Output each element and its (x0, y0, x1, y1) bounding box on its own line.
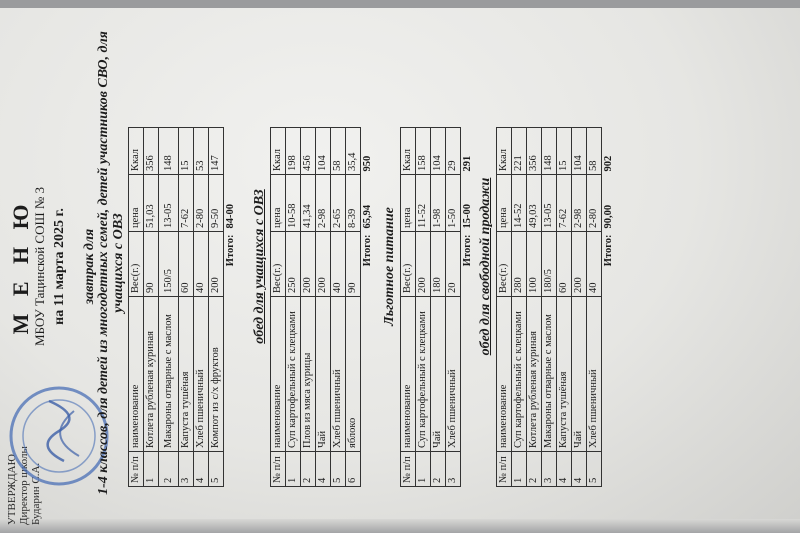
table-cell: 20 (446, 232, 461, 297)
table-cell: 90 (144, 232, 159, 297)
table-cell: Хлеб пшеничный (331, 297, 346, 452)
table-cell: Суп картофельный с клецками (416, 297, 431, 452)
table-cell: 456 (301, 128, 316, 175)
table-cell: 7-62 (557, 175, 572, 232)
column-header: цена (129, 175, 144, 232)
table-row (587, 128, 602, 487)
table-cell: 147 (209, 128, 224, 175)
table-cell: 100 (527, 232, 542, 297)
table-cell: 60 (179, 232, 194, 297)
total-value: 65,94 (362, 204, 373, 229)
table-row (301, 128, 316, 487)
table-cell: 104 (431, 128, 446, 175)
table-cell: 104 (572, 128, 587, 175)
table-row (512, 128, 527, 487)
total-label: Итого: (462, 234, 473, 267)
table-cell: 2-80 (587, 175, 602, 232)
total-kcal: 291 (462, 155, 473, 172)
table-cell: 1 (144, 452, 159, 487)
column-header: Вес(г.) (497, 232, 512, 297)
column-header: Ккал (497, 128, 512, 175)
column-header: Ккал (129, 128, 144, 175)
table-row (194, 128, 209, 487)
table-row (286, 128, 301, 487)
table-cell: 15 (179, 128, 194, 175)
table-cell: 104 (316, 128, 331, 175)
table-cell: 148 (542, 128, 557, 175)
column-header: наименование (129, 297, 144, 452)
table-cell: 1 (286, 452, 301, 487)
total-spacer (224, 297, 239, 487)
column-header: № п/п (497, 452, 512, 487)
table-cell: 2-98 (572, 175, 587, 232)
table-cell: 2 (527, 452, 542, 487)
table-row (431, 128, 446, 487)
total-row (461, 128, 476, 487)
total-spacer (361, 297, 376, 487)
table-row (331, 128, 346, 487)
table-cell: 10-58 (286, 175, 301, 232)
table-row (179, 128, 194, 487)
table-cell: Капуста тушёная (557, 297, 572, 452)
total-kcal: 902 (603, 155, 614, 172)
approval-line-1: УТВЕРЖДАЮ (6, 454, 18, 525)
table-cell: Плов из мяса курицы (301, 297, 316, 452)
table-cell: 8-39 (346, 175, 361, 232)
page-title: М Е Н Ю (8, 198, 33, 335)
column-header: Вес(г.) (401, 232, 416, 297)
table-header-row (271, 128, 286, 487)
total-label: Итого: (225, 234, 236, 267)
table-cell: 9-50 (209, 175, 224, 232)
table-cell: 1 (512, 452, 527, 487)
lunch-ovz-table (270, 127, 375, 487)
table-row (557, 128, 572, 487)
table-cell: 2 (301, 452, 316, 487)
table-cell: 51,03 (144, 175, 159, 232)
approval-line-3: Бударин С.А. (30, 462, 42, 525)
discount-heading: Льготное питание (382, 207, 397, 326)
table-cell: 356 (527, 128, 542, 175)
table-cell: Чай (572, 297, 587, 452)
free-sale-table (496, 127, 616, 487)
table-cell: Чай (316, 297, 331, 452)
table-cell: 29 (446, 128, 461, 175)
table-cell: Хлеб пшеничный (587, 297, 602, 452)
approval-line-2: Директор школы (18, 446, 30, 525)
table-cell: 58 (587, 128, 602, 175)
table-cell: 60 (557, 232, 572, 297)
table-row (144, 128, 159, 487)
table-cell: 11-52 (416, 175, 431, 232)
table-cell: Макароны отварные с маслом (542, 297, 557, 452)
table-cell: 1 (416, 452, 431, 487)
total-value: 84-00 (225, 204, 236, 229)
column-header: наименование (401, 297, 416, 452)
discount-table (400, 127, 475, 487)
table-cell: 200 (316, 232, 331, 297)
table-row (159, 128, 179, 487)
table-cell: 7-62 (179, 175, 194, 232)
table-cell: 356 (144, 128, 159, 175)
table-cell: 200 (209, 232, 224, 297)
column-header: наименование (497, 297, 512, 452)
table-cell: 40 (587, 232, 602, 297)
table-cell: Хлеб пшеничный (194, 297, 209, 452)
table-cell: 90 (346, 232, 361, 297)
free-sale-heading: обед для свободной продажи (478, 177, 493, 356)
total-value: 90,00 (603, 204, 614, 229)
total-kcal (224, 128, 239, 175)
column-header: Вес(г.) (271, 232, 286, 297)
total-value: 15-00 (462, 204, 473, 229)
school-name: МБОУ Тацинской СОШ № 3 (32, 187, 47, 347)
table-cell: 180/5 (542, 232, 557, 297)
column-header: цена (497, 175, 512, 232)
table-cell: 3 (446, 452, 461, 487)
menu-date: на 11 марта 2025 г. (52, 208, 67, 325)
table-cell: 6 (346, 452, 361, 487)
table-row (446, 128, 461, 487)
table-header-row (401, 128, 416, 487)
table-row (209, 128, 224, 487)
table-cell: 3 (179, 452, 194, 487)
table-row (416, 128, 431, 487)
total-row (602, 128, 617, 487)
table-cell: 53 (194, 128, 209, 175)
table-cell: 35,4 (346, 128, 361, 175)
table-cell: 58 (331, 128, 346, 175)
total-kcal: 950 (362, 155, 373, 172)
table-cell: 2-65 (331, 175, 346, 232)
table-cell: 180 (431, 232, 446, 297)
table-cell: Котлета рубленая куриная (527, 297, 542, 452)
table-cell: 2-98 (316, 175, 331, 232)
table-cell: 41,34 (301, 175, 316, 232)
table-cell: 14-52 (512, 175, 527, 232)
table-cell: 200 (572, 232, 587, 297)
column-header: № п/п (401, 452, 416, 487)
table-cell: 40 (194, 232, 209, 297)
table-cell: 2-80 (194, 175, 209, 232)
column-header: Ккал (271, 128, 286, 175)
table-cell: 200 (416, 232, 431, 297)
table-cell: 2 (431, 452, 446, 487)
table-cell: 13-05 (542, 175, 557, 232)
table-row (316, 128, 331, 487)
table-cell: Хлеб пшеничный (446, 297, 461, 452)
table-cell: Чай (431, 297, 446, 452)
column-header: наименование (271, 297, 286, 452)
table-cell: 148 (159, 128, 179, 175)
table-cell: Макароны отварные с маслом (159, 297, 179, 452)
table-cell: 280 (512, 232, 527, 297)
table-cell: 49,03 (527, 175, 542, 232)
table-cell: 2 (159, 452, 179, 487)
table-cell: 40 (331, 232, 346, 297)
table-cell: Суп картофельный с клецками (512, 297, 527, 452)
table-row (527, 128, 542, 487)
table-row (542, 128, 557, 487)
column-header: цена (271, 175, 286, 232)
total-label: Итого: (362, 234, 373, 267)
table-cell: 150/5 (159, 232, 179, 297)
table-cell: 15 (557, 128, 572, 175)
column-header: Ккал (401, 128, 416, 175)
table-cell: Суп картофельный с клецками (286, 297, 301, 452)
table-cell: 13-05 (159, 175, 179, 232)
total-label: Итого: (603, 234, 614, 267)
table-header-row (129, 128, 144, 487)
table-cell: 1-50 (446, 175, 461, 232)
table-cell: 200 (301, 232, 316, 297)
breakfast-table (128, 127, 238, 487)
table-cell: 158 (416, 128, 431, 175)
breakfast-heading: завтрак для (82, 228, 97, 305)
table-row (572, 128, 587, 487)
table-cell: 5 (209, 452, 224, 487)
column-header: Вес(г.) (129, 232, 144, 297)
table-cell: 250 (286, 232, 301, 297)
table-cell: 4 (194, 452, 209, 487)
table-cell: 4 (572, 452, 587, 487)
table-cell: 4 (557, 452, 572, 487)
column-header: № п/п (271, 452, 286, 487)
column-header: № п/п (129, 452, 144, 487)
table-cell: 5 (587, 452, 602, 487)
table-cell: 198 (286, 128, 301, 175)
table-cell: 3 (542, 452, 557, 487)
table-cell: яблоко (346, 297, 361, 452)
table-cell: Котлета рубленая куриная (144, 297, 159, 452)
total-spacer (602, 297, 617, 487)
lunch-ovz-heading: обед для учащихся с ОВЗ (252, 189, 267, 344)
table-cell: Капуста тушёная (179, 297, 194, 452)
total-row (361, 128, 376, 487)
table-header-row (497, 128, 512, 487)
table-cell: 221 (512, 128, 527, 175)
table-cell: 5 (331, 452, 346, 487)
table-cell: 1-98 (431, 175, 446, 232)
table-cell: Компот из с/х фруктов (209, 297, 224, 452)
table-cell: 4 (316, 452, 331, 487)
breakfast-subheading: 1-4 классов, для детей из многодетных семей, детей участников СВО, для учащихся с ОВЗ (96, 31, 126, 495)
total-row (224, 128, 239, 487)
total-spacer (461, 297, 476, 487)
table-row (346, 128, 361, 487)
column-header: цена (401, 175, 416, 232)
